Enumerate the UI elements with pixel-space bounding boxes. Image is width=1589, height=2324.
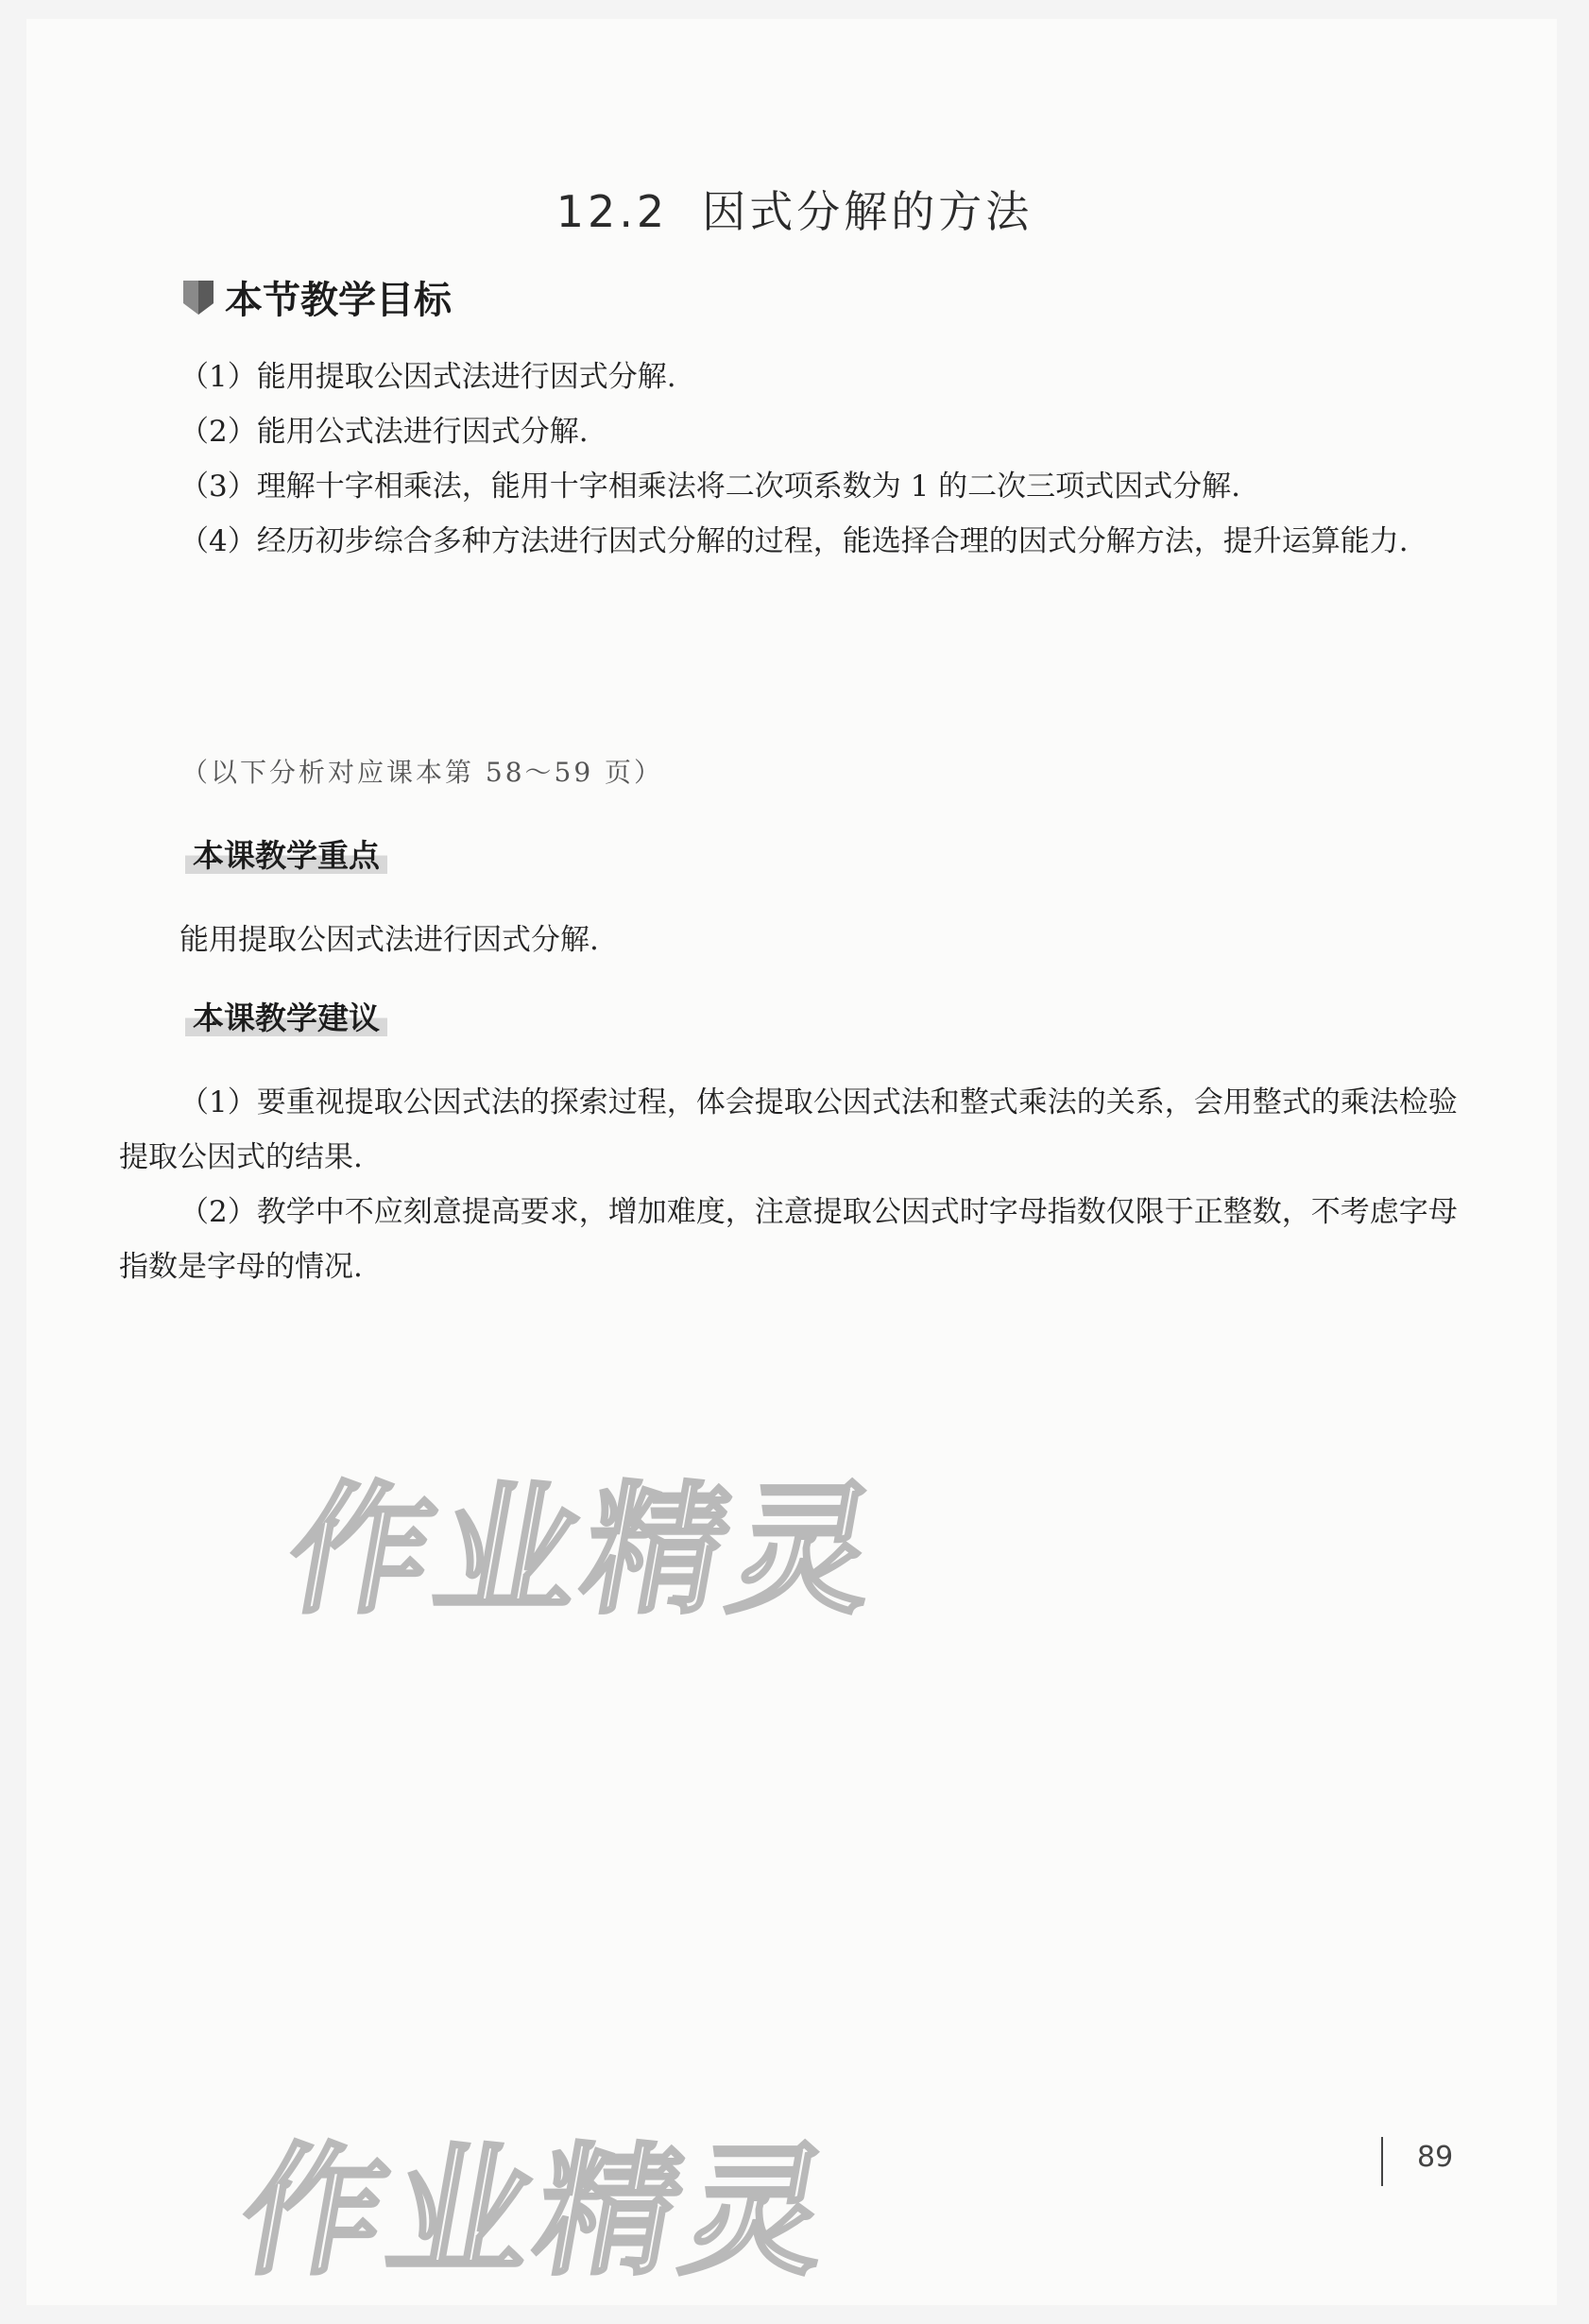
key-point-heading: 本课教学重点 (185, 831, 387, 878)
page-number: 89 (1417, 2141, 1454, 2174)
objective-item: （1）能用提取公因式法进行因式分解. (179, 360, 676, 394)
objectives-heading (181, 270, 452, 324)
watermark: 作业精灵 (276, 1469, 895, 1633)
section-number: 12.2 (555, 186, 669, 237)
key-point-text: 能用提取公因式法进行因式分解. (179, 923, 599, 957)
objectives-heading-text: 本节教学目标 (225, 279, 452, 322)
suggestion-item: （2）教学中不应刻意提高要求，增加难度，注意提取公因式时字母指数仅限于正整数，不考虑字母指数是字母的情况. (119, 1195, 1458, 1284)
objective-item: （3）理解十字相乘法，能用十字相乘法将二次项系数为 1 的二次三项式因式分解. (179, 470, 1241, 504)
textbook-page-note: （以下分析对应课本第 58～59 页） (181, 757, 664, 788)
page-title (0, 178, 1589, 240)
suggestion-item: （1）要重视提取公因式法的探索过程，体会提取公因式法和整式乘法的关系，会用整式的乘法检验提取公因式的结果. (119, 1085, 1458, 1174)
shield-icon (181, 279, 215, 316)
objective-item: （2）能用公式法进行因式分解. (179, 415, 589, 449)
objective-item: （4）经历初步综合多种方法进行因式分解的过程，能选择合理的因式分解方法，提升运算能力. (179, 524, 1409, 558)
page-number-divider (1381, 2137, 1383, 2186)
watermark: 作业精灵 (229, 2130, 847, 2295)
section-title: 因式分解的方法 (702, 186, 1034, 237)
suggestions-heading: 本课教学建议 (185, 994, 387, 1040)
